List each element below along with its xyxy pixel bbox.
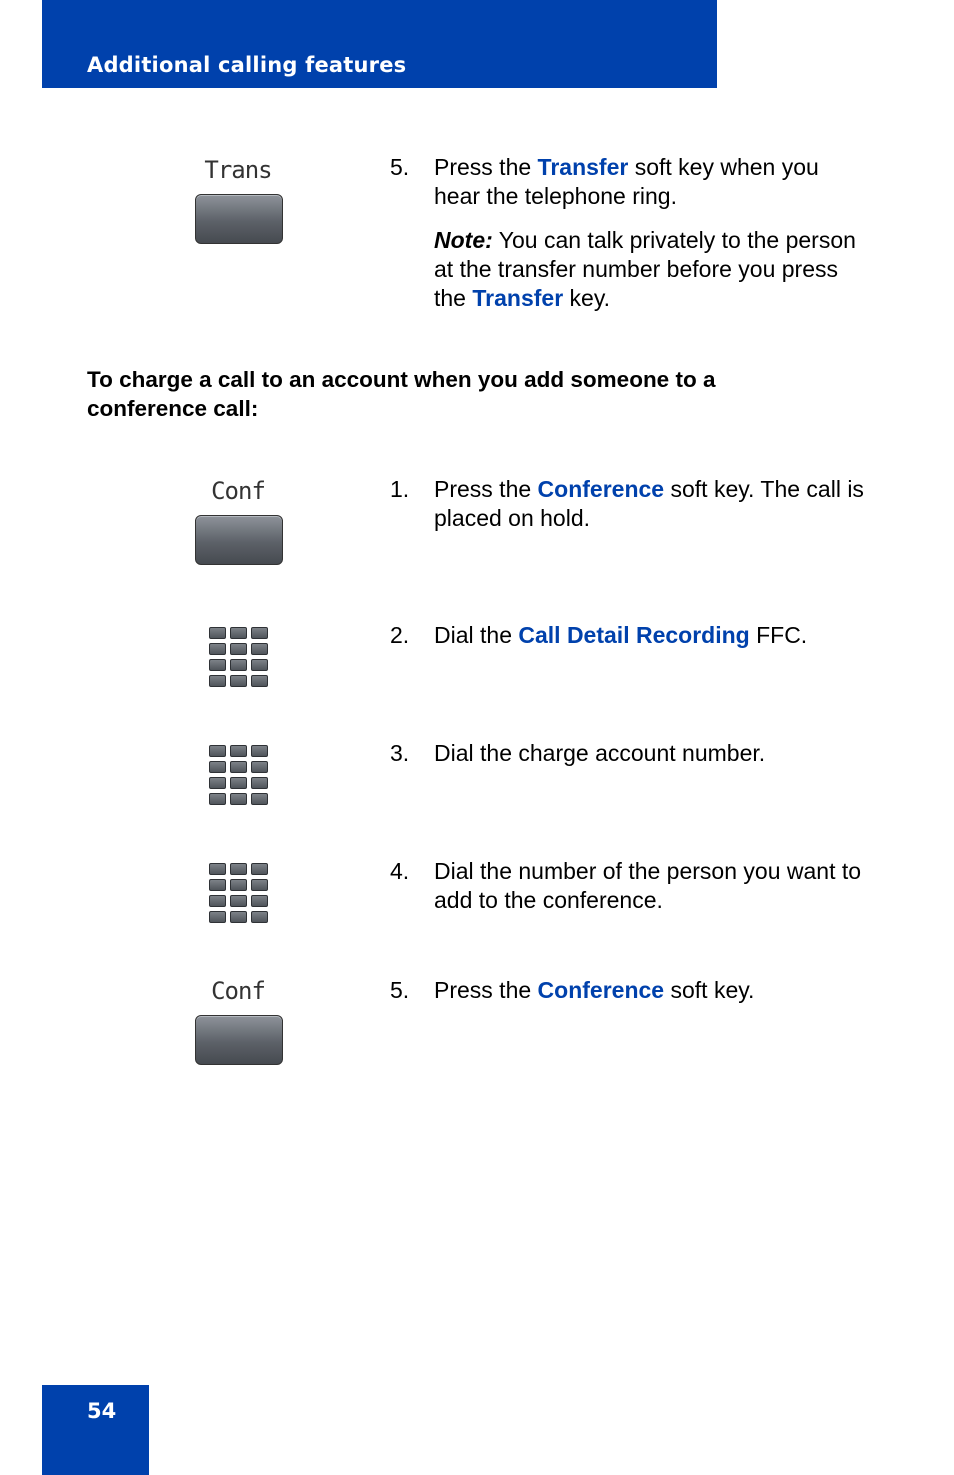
soft-key-label: Trans (204, 156, 272, 184)
soft-key-label: Conf (211, 477, 265, 505)
step-text: Press the (434, 977, 538, 1003)
step-text: Press the (434, 476, 538, 502)
step-number: 2. (390, 622, 410, 648)
note-text: key. (563, 285, 611, 311)
step-number: 5. (390, 977, 410, 1003)
step-3 (390, 739, 870, 768)
section-heading: To charge a call to an account when you add someone to a conference call: (87, 367, 716, 421)
step-text: soft key. (664, 977, 755, 1003)
step-keyword: Conference (537, 977, 665, 1003)
trans-soft-key-icon (193, 155, 283, 244)
header-title: Additional calling features (87, 53, 407, 77)
transfer-step (390, 153, 870, 313)
step-number: 5. (390, 154, 410, 180)
note (434, 226, 870, 313)
soft-key-button-icon (195, 515, 283, 565)
dialpad-icon (209, 745, 271, 807)
step-text: soft key. The call is placed on hold. (434, 476, 864, 531)
note-label: Note: (434, 227, 493, 253)
page-number: 54 (87, 1399, 117, 1423)
step-text: Dial the (434, 622, 519, 648)
step-1 (390, 475, 870, 533)
soft-key-label: Conf (211, 977, 265, 1005)
step-text: soft key when you hear the telephone ring. (434, 154, 819, 209)
page-number-box (42, 1385, 149, 1475)
step-number: 1. (390, 476, 410, 502)
dialpad-icon (209, 627, 271, 689)
step-number: 4. (390, 858, 410, 884)
step-keyword: Transfer (537, 154, 629, 180)
page-header (42, 0, 717, 88)
step-text: Press the (434, 154, 538, 180)
step-number: 3. (390, 740, 410, 766)
note-text: You can talk privately to the person at the transfer number before you press the (434, 227, 856, 311)
step-5 (390, 976, 870, 1005)
step-text: Dial the charge account number. (434, 740, 766, 766)
conf-soft-key-icon (193, 976, 283, 1065)
soft-key-button-icon (195, 194, 283, 244)
note-keyword: Transfer (472, 285, 564, 311)
step-2 (390, 621, 870, 650)
step-keyword: Call Detail Recording (518, 622, 750, 648)
conf-soft-key-icon (193, 476, 283, 565)
step-4 (390, 857, 870, 915)
step-keyword: Conference (537, 476, 665, 502)
step-text: FFC. (749, 622, 808, 648)
dialpad-icon (209, 863, 271, 925)
step-text: Dial the number of the person you want to add to the conference. (434, 858, 862, 913)
soft-key-button-icon (195, 1015, 283, 1065)
